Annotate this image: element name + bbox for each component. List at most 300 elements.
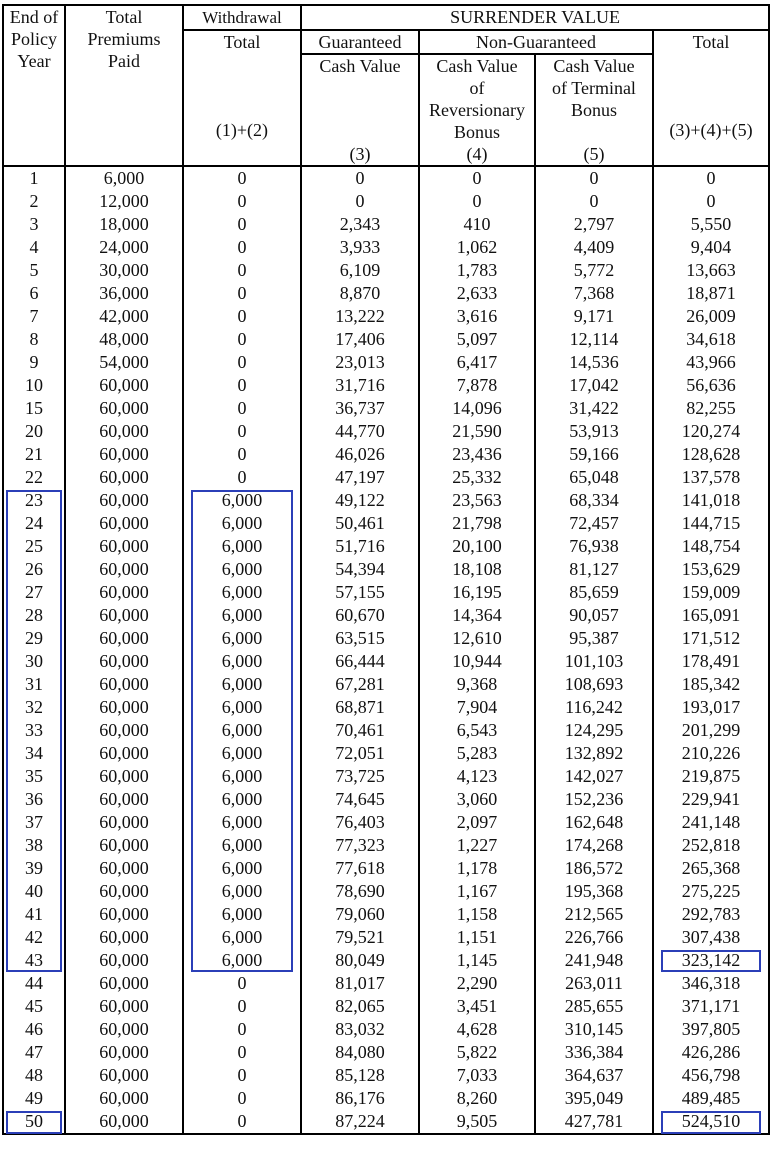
cell-policy-year: 50 (3, 1110, 65, 1134)
header-withdrawal-total: Total (1)+(2) (183, 30, 301, 166)
cell-terminal-bonus-cash-value: 90,057 (535, 604, 653, 627)
cell-guaranteed-cash-value: 68,871 (301, 696, 419, 719)
cell-reversionary-bonus-cash-value: 10,944 (419, 650, 535, 673)
cell-reversionary-bonus-cash-value: 2,290 (419, 972, 535, 995)
cell-terminal-bonus-cash-value: 31,422 (535, 397, 653, 420)
cell-withdrawal-total: 6,000 (183, 673, 301, 696)
cell-total-surrender-value: 137,578 (653, 466, 769, 489)
cell-terminal-bonus-cash-value: 95,387 (535, 627, 653, 650)
table-row (3, 1110, 769, 1134)
table-row (3, 926, 769, 949)
cell-guaranteed-cash-value: 84,080 (301, 1041, 419, 1064)
cell-total-surrender-value: 18,871 (653, 282, 769, 305)
cell-policy-year: 33 (3, 719, 65, 742)
cell-total-surrender-value: 34,618 (653, 328, 769, 351)
cell-policy-year: 35 (3, 765, 65, 788)
cell-total-surrender-value: 185,342 (653, 673, 769, 696)
cell-total-surrender-value: 9,404 (653, 236, 769, 259)
cell-reversionary-bonus-cash-value: 23,436 (419, 443, 535, 466)
cell-reversionary-bonus-cash-value: 3,616 (419, 305, 535, 328)
cell-guaranteed-cash-value: 76,403 (301, 811, 419, 834)
cell-total-surrender-value: 144,715 (653, 512, 769, 535)
cell-policy-year: 8 (3, 328, 65, 351)
cell-terminal-bonus-cash-value: 124,295 (535, 719, 653, 742)
cell-total-premiums-paid: 60,000 (65, 949, 183, 972)
cell-policy-year: 27 (3, 581, 65, 604)
cell-terminal-bonus-cash-value: 285,655 (535, 995, 653, 1018)
table-header (3, 5, 769, 166)
cell-reversionary-bonus-cash-value: 25,332 (419, 466, 535, 489)
cell-total-surrender-value: 489,485 (653, 1087, 769, 1110)
cell-terminal-bonus-cash-value: 4,409 (535, 236, 653, 259)
cell-total-surrender-value: 201,299 (653, 719, 769, 742)
cell-terminal-bonus-cash-value: 59,166 (535, 443, 653, 466)
cell-guaranteed-cash-value: 31,716 (301, 374, 419, 397)
cell-total-surrender-value: 165,091 (653, 604, 769, 627)
cell-terminal-bonus-cash-value: 310,145 (535, 1018, 653, 1041)
header-withdrawal: Withdrawal (183, 5, 301, 30)
table-row (3, 328, 769, 351)
cell-total-surrender-value: 193,017 (653, 696, 769, 719)
cell-total-surrender-value: 229,941 (653, 788, 769, 811)
cell-total-premiums-paid: 60,000 (65, 397, 183, 420)
cell-total-premiums-paid: 60,000 (65, 650, 183, 673)
cell-total-premiums-paid: 60,000 (65, 834, 183, 857)
cell-total-premiums-paid: 60,000 (65, 972, 183, 995)
cell-policy-year: 6 (3, 282, 65, 305)
table-row (3, 995, 769, 1018)
cell-guaranteed-cash-value: 79,060 (301, 903, 419, 926)
cell-withdrawal-total: 6,000 (183, 742, 301, 765)
cell-guaranteed-cash-value: 13,222 (301, 305, 419, 328)
table-row (3, 949, 769, 972)
cell-policy-year: 39 (3, 857, 65, 880)
cell-total-premiums-paid: 60,000 (65, 443, 183, 466)
cell-reversionary-bonus-cash-value: 3,451 (419, 995, 535, 1018)
cell-reversionary-bonus-cash-value: 21,798 (419, 512, 535, 535)
cell-policy-year: 9 (3, 351, 65, 374)
cell-total-surrender-value: 265,368 (653, 857, 769, 880)
cell-terminal-bonus-cash-value: 7,368 (535, 282, 653, 305)
cell-total-surrender-value: 456,798 (653, 1064, 769, 1087)
cell-terminal-bonus-cash-value: 0 (535, 190, 653, 213)
cell-guaranteed-cash-value: 2,343 (301, 213, 419, 236)
cell-reversionary-bonus-cash-value: 14,096 (419, 397, 535, 420)
cell-total-surrender-value: 13,663 (653, 259, 769, 282)
cell-total-surrender-value: 346,318 (653, 972, 769, 995)
cell-guaranteed-cash-value: 80,049 (301, 949, 419, 972)
cell-terminal-bonus-cash-value: 116,242 (535, 696, 653, 719)
cell-total-surrender-value: 26,009 (653, 305, 769, 328)
table-row (3, 811, 769, 834)
cell-reversionary-bonus-cash-value: 8,260 (419, 1087, 535, 1110)
cell-reversionary-bonus-cash-value: 1,227 (419, 834, 535, 857)
cell-terminal-bonus-cash-value: 212,565 (535, 903, 653, 926)
cell-policy-year: 29 (3, 627, 65, 650)
cell-total-premiums-paid: 24,000 (65, 236, 183, 259)
cell-total-premiums-paid: 42,000 (65, 305, 183, 328)
header-end-of-policy-year: End of Policy Year (3, 5, 65, 166)
cell-withdrawal-total: 0 (183, 166, 301, 190)
cell-guaranteed-cash-value: 46,026 (301, 443, 419, 466)
cell-total-premiums-paid: 60,000 (65, 765, 183, 788)
cell-terminal-bonus-cash-value: 101,103 (535, 650, 653, 673)
cell-guaranteed-cash-value: 78,690 (301, 880, 419, 903)
table-row (3, 788, 769, 811)
cell-terminal-bonus-cash-value: 85,659 (535, 581, 653, 604)
cell-total-premiums-paid: 60,000 (65, 788, 183, 811)
cell-policy-year: 23 (3, 489, 65, 512)
cell-guaranteed-cash-value: 36,737 (301, 397, 419, 420)
cell-reversionary-bonus-cash-value: 20,100 (419, 535, 535, 558)
cell-reversionary-bonus-cash-value: 9,368 (419, 673, 535, 696)
table-row (3, 236, 769, 259)
cell-withdrawal-total: 0 (183, 443, 301, 466)
cell-total-surrender-value: 219,875 (653, 765, 769, 788)
cell-reversionary-bonus-cash-value: 23,563 (419, 489, 535, 512)
header-cash-value-reversionary-bonus: Cash Value of Reversionary Bonus (4) (419, 54, 535, 166)
cell-terminal-bonus-cash-value: 17,042 (535, 374, 653, 397)
cell-terminal-bonus-cash-value: 81,127 (535, 558, 653, 581)
header-total-premiums-paid: Total Premiums Paid (65, 5, 183, 166)
cell-policy-year: 45 (3, 995, 65, 1018)
cell-policy-year: 30 (3, 650, 65, 673)
cell-withdrawal-total: 6,000 (183, 834, 301, 857)
table-row (3, 259, 769, 282)
cell-guaranteed-cash-value: 51,716 (301, 535, 419, 558)
cell-terminal-bonus-cash-value: 186,572 (535, 857, 653, 880)
cell-withdrawal-total: 6,000 (183, 788, 301, 811)
table-row (3, 397, 769, 420)
cell-policy-year: 34 (3, 742, 65, 765)
cell-total-premiums-paid: 36,000 (65, 282, 183, 305)
table-row (3, 305, 769, 328)
cell-total-premiums-paid: 60,000 (65, 627, 183, 650)
cell-reversionary-bonus-cash-value: 4,123 (419, 765, 535, 788)
cell-withdrawal-total: 6,000 (183, 650, 301, 673)
cell-total-surrender-value: 210,226 (653, 742, 769, 765)
cell-reversionary-bonus-cash-value: 0 (419, 166, 535, 190)
cell-policy-year: 5 (3, 259, 65, 282)
table-row (3, 443, 769, 466)
cell-reversionary-bonus-cash-value: 1,145 (419, 949, 535, 972)
cell-total-surrender-value: 82,255 (653, 397, 769, 420)
cell-policy-year: 32 (3, 696, 65, 719)
cell-total-premiums-paid: 60,000 (65, 1110, 183, 1134)
table-row (3, 581, 769, 604)
cell-guaranteed-cash-value: 74,645 (301, 788, 419, 811)
cell-terminal-bonus-cash-value: 132,892 (535, 742, 653, 765)
cell-total-premiums-paid: 60,000 (65, 512, 183, 535)
cell-withdrawal-total: 0 (183, 995, 301, 1018)
cell-policy-year: 43 (3, 949, 65, 972)
cell-withdrawal-total: 0 (183, 420, 301, 443)
surrender-value-table (2, 4, 770, 1135)
cell-policy-year: 22 (3, 466, 65, 489)
cell-policy-year: 4 (3, 236, 65, 259)
cell-withdrawal-total: 0 (183, 1087, 301, 1110)
cell-policy-year: 7 (3, 305, 65, 328)
cell-guaranteed-cash-value: 6,109 (301, 259, 419, 282)
cell-terminal-bonus-cash-value: 65,048 (535, 466, 653, 489)
cell-withdrawal-total: 6,000 (183, 880, 301, 903)
cell-withdrawal-total: 0 (183, 1018, 301, 1041)
cell-reversionary-bonus-cash-value: 1,151 (419, 926, 535, 949)
cell-guaranteed-cash-value: 87,224 (301, 1110, 419, 1134)
cell-policy-year: 31 (3, 673, 65, 696)
cell-total-premiums-paid: 60,000 (65, 535, 183, 558)
cell-withdrawal-total: 0 (183, 972, 301, 995)
cell-withdrawal-total: 0 (183, 1041, 301, 1064)
cell-withdrawal-total: 6,000 (183, 581, 301, 604)
table-row (3, 604, 769, 627)
cell-total-premiums-paid: 60,000 (65, 1018, 183, 1041)
cell-reversionary-bonus-cash-value: 1,158 (419, 903, 535, 926)
cell-reversionary-bonus-cash-value: 5,097 (419, 328, 535, 351)
cell-total-premiums-paid: 60,000 (65, 374, 183, 397)
cell-guaranteed-cash-value: 70,461 (301, 719, 419, 742)
cell-policy-year: 47 (3, 1041, 65, 1064)
cell-reversionary-bonus-cash-value: 410 (419, 213, 535, 236)
table-row (3, 857, 769, 880)
cell-policy-year: 20 (3, 420, 65, 443)
cell-total-premiums-paid: 60,000 (65, 811, 183, 834)
cell-reversionary-bonus-cash-value: 14,364 (419, 604, 535, 627)
cell-terminal-bonus-cash-value: 336,384 (535, 1041, 653, 1064)
cell-terminal-bonus-cash-value: 226,766 (535, 926, 653, 949)
cell-withdrawal-total: 6,000 (183, 719, 301, 742)
cell-total-surrender-value: 524,510 (653, 1110, 769, 1134)
cell-reversionary-bonus-cash-value: 1,062 (419, 236, 535, 259)
table-row (3, 765, 769, 788)
cell-policy-year: 37 (3, 811, 65, 834)
cell-reversionary-bonus-cash-value: 5,283 (419, 742, 535, 765)
cell-withdrawal-total: 0 (183, 259, 301, 282)
cell-total-premiums-paid: 60,000 (65, 1064, 183, 1087)
cell-total-premiums-paid: 60,000 (65, 1041, 183, 1064)
cell-total-premiums-paid: 60,000 (65, 742, 183, 765)
cell-reversionary-bonus-cash-value: 18,108 (419, 558, 535, 581)
cell-terminal-bonus-cash-value: 263,011 (535, 972, 653, 995)
cell-total-premiums-paid: 60,000 (65, 880, 183, 903)
table-row (3, 972, 769, 995)
cell-withdrawal-total: 6,000 (183, 558, 301, 581)
table-row (3, 1041, 769, 1064)
cell-withdrawal-total: 0 (183, 328, 301, 351)
cell-guaranteed-cash-value: 77,618 (301, 857, 419, 880)
cell-guaranteed-cash-value: 66,444 (301, 650, 419, 673)
table-row (3, 880, 769, 903)
cell-policy-year: 3 (3, 213, 65, 236)
cell-reversionary-bonus-cash-value: 3,060 (419, 788, 535, 811)
cell-total-surrender-value: 426,286 (653, 1041, 769, 1064)
cell-guaranteed-cash-value: 3,933 (301, 236, 419, 259)
cell-total-premiums-paid: 60,000 (65, 903, 183, 926)
cell-guaranteed-cash-value: 77,323 (301, 834, 419, 857)
cell-guaranteed-cash-value: 63,515 (301, 627, 419, 650)
cell-terminal-bonus-cash-value: 53,913 (535, 420, 653, 443)
cell-withdrawal-total: 6,000 (183, 903, 301, 926)
cell-reversionary-bonus-cash-value: 2,097 (419, 811, 535, 834)
cell-withdrawal-total: 0 (183, 397, 301, 420)
cell-total-surrender-value: 323,142 (653, 949, 769, 972)
cell-terminal-bonus-cash-value: 364,637 (535, 1064, 653, 1087)
cell-guaranteed-cash-value: 54,394 (301, 558, 419, 581)
cell-terminal-bonus-cash-value: 5,772 (535, 259, 653, 282)
cell-reversionary-bonus-cash-value: 7,033 (419, 1064, 535, 1087)
cell-withdrawal-total: 6,000 (183, 857, 301, 880)
cell-withdrawal-total: 0 (183, 282, 301, 305)
cell-total-premiums-paid: 60,000 (65, 673, 183, 696)
cell-total-premiums-paid: 60,000 (65, 995, 183, 1018)
cell-total-premiums-paid: 18,000 (65, 213, 183, 236)
cell-guaranteed-cash-value: 0 (301, 166, 419, 190)
cell-total-surrender-value: 141,018 (653, 489, 769, 512)
cell-guaranteed-cash-value: 49,122 (301, 489, 419, 512)
cell-total-premiums-paid: 60,000 (65, 1087, 183, 1110)
cell-withdrawal-total: 0 (183, 1064, 301, 1087)
cell-withdrawal-total: 0 (183, 1110, 301, 1134)
cell-terminal-bonus-cash-value: 68,334 (535, 489, 653, 512)
cell-guaranteed-cash-value: 50,461 (301, 512, 419, 535)
cell-terminal-bonus-cash-value: 395,049 (535, 1087, 653, 1110)
cell-reversionary-bonus-cash-value: 21,590 (419, 420, 535, 443)
cell-total-surrender-value: 178,491 (653, 650, 769, 673)
cell-total-premiums-paid: 60,000 (65, 489, 183, 512)
cell-withdrawal-total: 0 (183, 466, 301, 489)
cell-total-premiums-paid: 54,000 (65, 351, 183, 374)
cell-policy-year: 24 (3, 512, 65, 535)
table-row (3, 696, 769, 719)
table-row (3, 627, 769, 650)
cell-policy-year: 26 (3, 558, 65, 581)
cell-withdrawal-total: 6,000 (183, 535, 301, 558)
table-row (3, 1087, 769, 1110)
cell-withdrawal-total: 6,000 (183, 765, 301, 788)
cell-total-premiums-paid: 60,000 (65, 466, 183, 489)
cell-total-premiums-paid: 60,000 (65, 558, 183, 581)
cell-terminal-bonus-cash-value: 0 (535, 166, 653, 190)
cell-terminal-bonus-cash-value: 142,027 (535, 765, 653, 788)
cell-guaranteed-cash-value: 8,870 (301, 282, 419, 305)
cell-guaranteed-cash-value: 23,013 (301, 351, 419, 374)
cell-guaranteed-cash-value: 57,155 (301, 581, 419, 604)
table-row (3, 650, 769, 673)
cell-reversionary-bonus-cash-value: 6,543 (419, 719, 535, 742)
cell-total-surrender-value: 0 (653, 190, 769, 213)
cell-reversionary-bonus-cash-value: 0 (419, 190, 535, 213)
cell-reversionary-bonus-cash-value: 4,628 (419, 1018, 535, 1041)
cell-reversionary-bonus-cash-value: 6,417 (419, 351, 535, 374)
cell-withdrawal-total: 0 (183, 305, 301, 328)
cell-policy-year: 10 (3, 374, 65, 397)
cell-total-surrender-value: 275,225 (653, 880, 769, 903)
header-guaranteed-cash-value: Cash Value (3) (301, 54, 419, 166)
cell-total-surrender-value: 171,512 (653, 627, 769, 650)
cell-withdrawal-total: 6,000 (183, 512, 301, 535)
header-surrender-value: SURRENDER VALUE (301, 5, 769, 30)
table-row (3, 190, 769, 213)
table-row (3, 282, 769, 305)
cell-total-premiums-paid: 6,000 (65, 166, 183, 190)
cell-withdrawal-total: 0 (183, 351, 301, 374)
cell-terminal-bonus-cash-value: 241,948 (535, 949, 653, 972)
cell-reversionary-bonus-cash-value: 2,633 (419, 282, 535, 305)
cell-policy-year: 25 (3, 535, 65, 558)
cell-total-surrender-value: 159,009 (653, 581, 769, 604)
cell-reversionary-bonus-cash-value: 9,505 (419, 1110, 535, 1134)
cell-policy-year: 48 (3, 1064, 65, 1087)
cell-withdrawal-total: 6,000 (183, 926, 301, 949)
table-row (3, 166, 769, 190)
cell-terminal-bonus-cash-value: 9,171 (535, 305, 653, 328)
cell-policy-year: 40 (3, 880, 65, 903)
cell-terminal-bonus-cash-value: 108,693 (535, 673, 653, 696)
cell-total-surrender-value: 292,783 (653, 903, 769, 926)
cell-total-premiums-paid: 60,000 (65, 857, 183, 880)
cell-policy-year: 36 (3, 788, 65, 811)
cell-withdrawal-total: 6,000 (183, 811, 301, 834)
table-row (3, 213, 769, 236)
cell-total-surrender-value: 56,636 (653, 374, 769, 397)
cell-guaranteed-cash-value: 47,197 (301, 466, 419, 489)
cell-total-premiums-paid: 60,000 (65, 696, 183, 719)
table-body (3, 166, 769, 1134)
cell-total-surrender-value: 0 (653, 166, 769, 190)
cell-policy-year: 42 (3, 926, 65, 949)
cell-total-surrender-value: 43,966 (653, 351, 769, 374)
cell-withdrawal-total: 6,000 (183, 604, 301, 627)
cell-guaranteed-cash-value: 44,770 (301, 420, 419, 443)
cell-terminal-bonus-cash-value: 152,236 (535, 788, 653, 811)
cell-guaranteed-cash-value: 17,406 (301, 328, 419, 351)
cell-withdrawal-total: 6,000 (183, 627, 301, 650)
cell-total-premiums-paid: 60,000 (65, 604, 183, 627)
cell-withdrawal-total: 6,000 (183, 949, 301, 972)
cell-policy-year: 41 (3, 903, 65, 926)
cell-total-surrender-value: 128,628 (653, 443, 769, 466)
cell-total-premiums-paid: 30,000 (65, 259, 183, 282)
cell-policy-year: 21 (3, 443, 65, 466)
table-row (3, 1064, 769, 1087)
cell-policy-year: 44 (3, 972, 65, 995)
cell-terminal-bonus-cash-value: 195,368 (535, 880, 653, 903)
table-row (3, 489, 769, 512)
header-guaranteed: Guaranteed (301, 30, 419, 54)
cell-total-surrender-value: 397,805 (653, 1018, 769, 1041)
cell-guaranteed-cash-value: 72,051 (301, 742, 419, 765)
cell-total-premiums-paid: 48,000 (65, 328, 183, 351)
table-row (3, 834, 769, 857)
cell-reversionary-bonus-cash-value: 7,878 (419, 374, 535, 397)
cell-terminal-bonus-cash-value: 72,457 (535, 512, 653, 535)
cell-total-surrender-value: 252,818 (653, 834, 769, 857)
cell-total-surrender-value: 120,274 (653, 420, 769, 443)
cell-withdrawal-total: 6,000 (183, 489, 301, 512)
cell-reversionary-bonus-cash-value: 7,904 (419, 696, 535, 719)
cell-reversionary-bonus-cash-value: 16,195 (419, 581, 535, 604)
cell-guaranteed-cash-value: 73,725 (301, 765, 419, 788)
cell-policy-year: 46 (3, 1018, 65, 1041)
cell-policy-year: 49 (3, 1087, 65, 1110)
cell-total-surrender-value: 371,171 (653, 995, 769, 1018)
cell-reversionary-bonus-cash-value: 1,178 (419, 857, 535, 880)
cell-total-surrender-value: 148,754 (653, 535, 769, 558)
cell-policy-year: 38 (3, 834, 65, 857)
table-row (3, 512, 769, 535)
cell-guaranteed-cash-value: 60,670 (301, 604, 419, 627)
cell-withdrawal-total: 0 (183, 190, 301, 213)
